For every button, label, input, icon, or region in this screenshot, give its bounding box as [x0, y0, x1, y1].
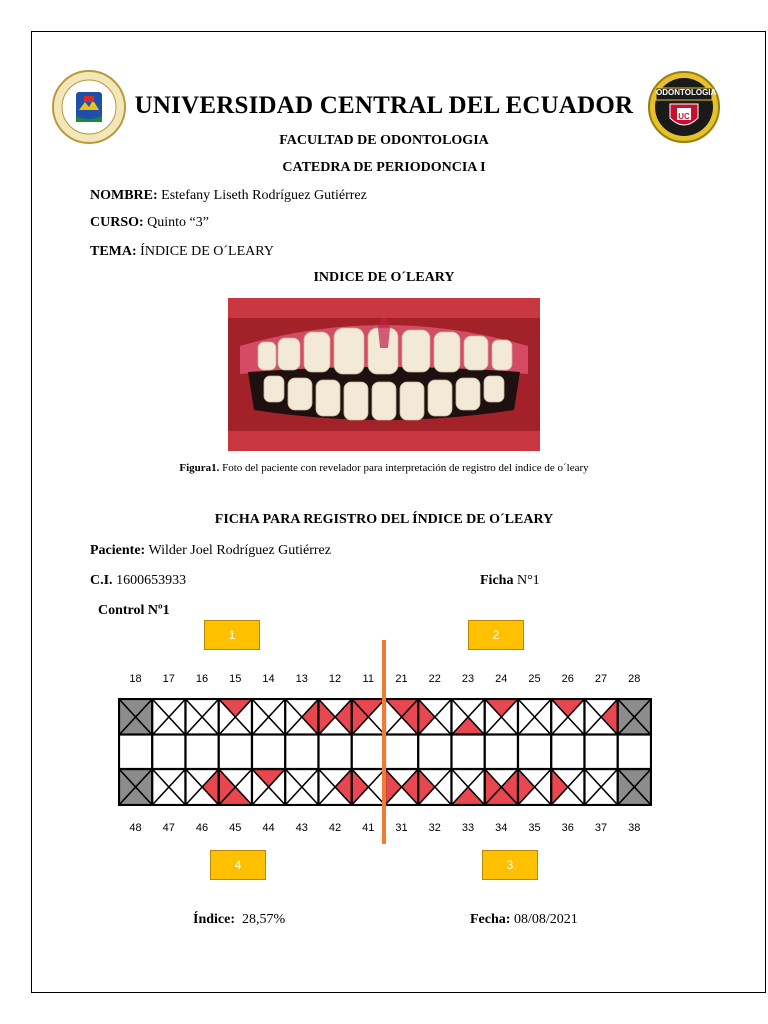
ficha-field [480, 573, 540, 589]
tooth-number-32: 32 [428, 822, 441, 834]
tooth-number-47: 47 [162, 822, 175, 834]
ficha-label: Ficha [480, 573, 514, 588]
tooth-number-36: 36 [561, 822, 574, 834]
tooth-number-22: 22 [428, 673, 441, 685]
tooth-number-48: 48 [129, 822, 142, 834]
tooth-number-35: 35 [528, 822, 541, 834]
middle-row-cell-12 [485, 735, 518, 770]
midline-divider [382, 640, 386, 844]
ci-field [90, 573, 186, 589]
middle-row-cell-1 [119, 735, 152, 770]
faculty-logo-label: ODONTOLOGIA [656, 88, 717, 97]
middle-row-cell-10 [418, 735, 451, 770]
middle-row-cell-9 [385, 735, 418, 770]
caption-label: Figura1. [179, 462, 220, 474]
tooth-number-33: 33 [461, 822, 475, 834]
middle-row-cell-7 [319, 735, 352, 770]
middle-row-cell-11 [452, 735, 485, 770]
tooth-number-42: 42 [328, 822, 342, 834]
tooth-number-34: 34 [495, 822, 508, 834]
tooth-number-38: 38 [628, 822, 641, 834]
student-name: Estefany Liseth Rodríguez Gutiérrez [161, 188, 367, 203]
student-name-field [90, 188, 367, 204]
name-label: NOMBRE: [90, 188, 158, 203]
tooth-number-13: 13 [295, 673, 308, 685]
form-title: FICHA PARA REGISTRO DEL ÍNDICE DE O´LEARY [214, 512, 554, 527]
tooth-number-17: 17 [162, 673, 175, 685]
tooth-number-43: 43 [295, 822, 308, 834]
tooth-number-27: 27 [594, 673, 608, 685]
tooth-number-25: 25 [528, 673, 541, 685]
ci-label: C.I. [90, 573, 113, 588]
ficha-value: N°1 [516, 573, 540, 588]
middle-row-cell-16 [618, 735, 651, 770]
middle-row-cell-15 [585, 735, 618, 770]
quadrant-4-badge: 4 [210, 850, 266, 880]
topic-label: TEMA: [90, 244, 137, 259]
university-title: UNIVERSIDAD CENTRAL DEL ECUADOR [134, 92, 634, 119]
tooth-number-11: 11 [362, 673, 374, 685]
middle-row-cell-6 [285, 735, 318, 770]
middle-row-cell-4 [219, 735, 252, 770]
course-field [90, 215, 209, 231]
course-label: CURSO: [90, 215, 144, 230]
middle-row-cell-13 [518, 735, 551, 770]
faculty-subtitle: FACULTAD DE ODONTOLOGIA [279, 133, 489, 148]
tooth-number-45: 45 [229, 822, 242, 834]
tooth-number-26: 26 [561, 673, 574, 685]
tooth-number-21: 21 [395, 673, 408, 685]
quadrant-1-badge: 1 [204, 620, 260, 650]
index-label: Índice: [193, 912, 235, 927]
middle-row-cell-14 [551, 735, 584, 770]
index-field [193, 912, 285, 928]
middle-row-cell-8 [352, 735, 385, 770]
chair-subtitle: CATEDRA DE PERIODONCIA I [282, 160, 486, 175]
course-value: Quinto “3” [147, 215, 209, 230]
dental-photo [228, 298, 540, 451]
tooth-number-28: 28 [628, 673, 641, 685]
tooth-number-14: 14 [262, 673, 275, 685]
tooth-number-16: 16 [195, 673, 209, 685]
date-label: Fecha: [470, 912, 511, 927]
tooth-number-23: 23 [461, 673, 475, 685]
date-value: 08/08/2021 [513, 912, 578, 927]
topic-value: ÍNDICE DE O´LEARY [140, 244, 274, 259]
tooth-number-44: 44 [262, 822, 275, 834]
section-title: INDICE DE O´LEARY [313, 270, 455, 285]
patient-name: Wilder Joel Rodríguez Gutiérrez [148, 543, 331, 558]
caption-text: Foto del paciente con revelador para interpretación de registro del índice de o´leary [219, 462, 589, 474]
middle-row-cell-3 [186, 735, 219, 770]
faculty-logo-badge: UC [678, 112, 690, 121]
middle-row-cell-2 [152, 735, 185, 770]
tooth-number-41: 41 [362, 822, 375, 834]
tooth-number-15: 15 [229, 673, 242, 685]
tooth-number-12: 12 [328, 673, 342, 685]
quadrant-3-badge: 3 [482, 850, 538, 880]
middle-row-cell-5 [252, 735, 285, 770]
patient-field [90, 543, 331, 559]
topic-field [90, 244, 274, 260]
quadrant-2-badge: 2 [468, 620, 524, 650]
figure-caption [0, 462, 768, 474]
tooth-number-31: 31 [395, 822, 408, 834]
tooth-number-37: 37 [594, 822, 608, 834]
date-field [470, 912, 578, 928]
tooth-number-24: 24 [495, 673, 508, 685]
tooth-number-46: 46 [195, 822, 209, 834]
ci-value: 1600653933 [116, 573, 187, 588]
tooth-number-18: 18 [129, 673, 142, 685]
control-label: Control Nº1 [98, 603, 170, 618]
index-value: 28,57% [242, 912, 286, 927]
patient-label: Paciente: [90, 543, 146, 558]
